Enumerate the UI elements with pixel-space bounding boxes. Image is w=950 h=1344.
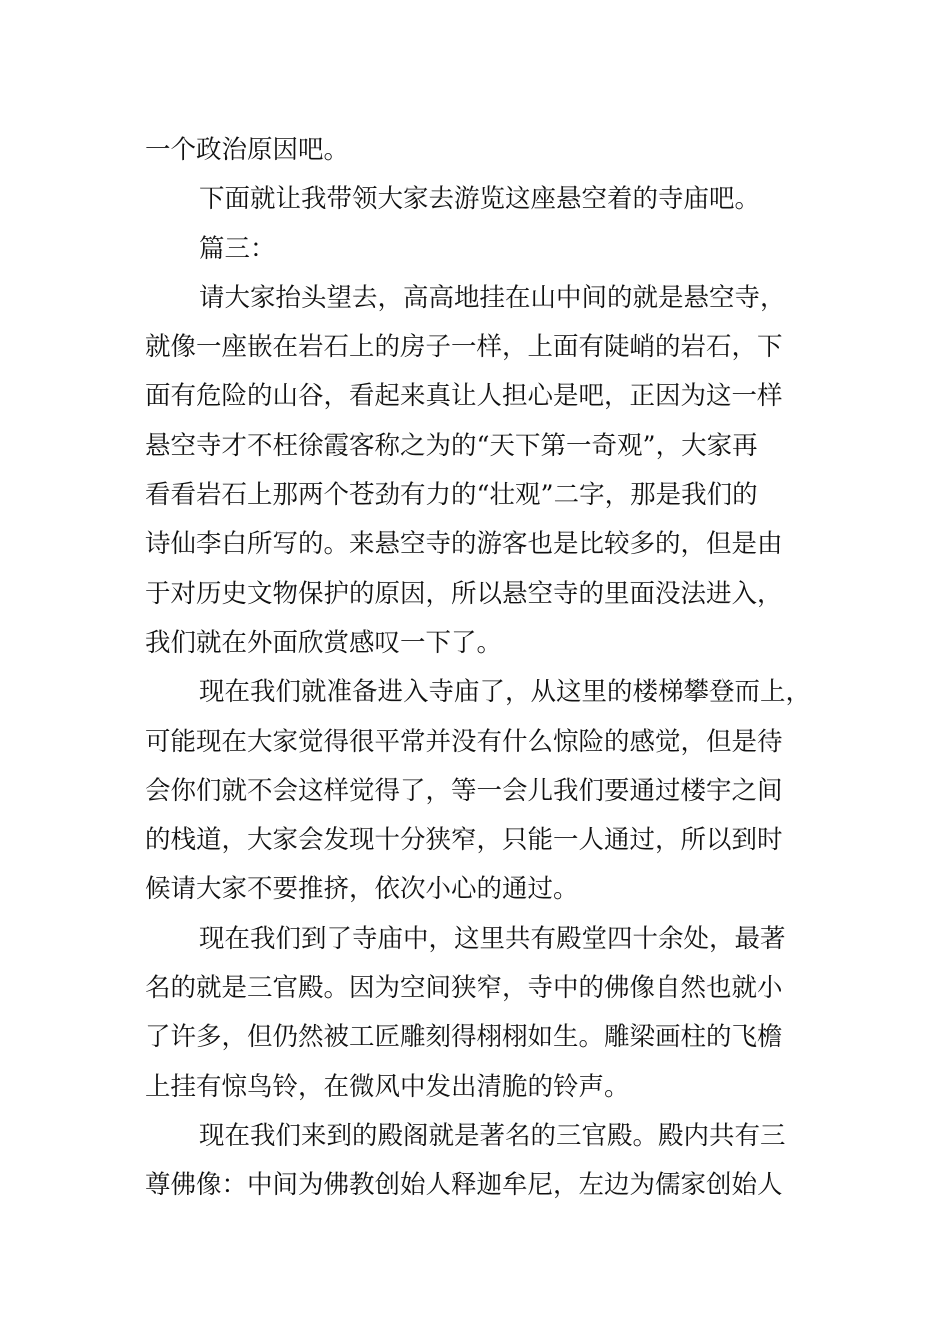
text-line: 面有危险的山谷，看起来真让人担心是吧，正因为这一样 (145, 381, 783, 412)
text-line: 看看岩石上那两个苍劲有力的“壮观”二字，那是我们的 (145, 480, 758, 511)
text-line: 现在我们就准备进入寺庙了，从这里的楼梯攀登而上， (199, 677, 812, 708)
text-line: 诗仙李白所写的。来悬空寺的游客也是比较多的，但是由 (145, 529, 783, 560)
body-text (145, 126, 835, 1211)
text-line: 请大家抬头望去，高高地挂在山中间的就是悬空寺， (199, 282, 786, 313)
text-line: 名的就是三官殿。因为空间狭窄，寺中的佛像自然也就小 (145, 973, 783, 1004)
text-line: 的栈道，大家会发现十分狭窄，只能一人通过，所以到时 (145, 825, 783, 856)
text-line: 尊佛像：中间为佛教创始人释迦牟尼，左边为儒家创始人 (145, 1170, 783, 1201)
text-line: 就像一座嵌在岩石上的房子一样，上面有陡峭的岩石，下 (145, 332, 783, 363)
text-line: 上挂有惊鸟铃，在微风中发出清脆的铃声。 (145, 1071, 630, 1102)
text-line: 现在我们来到的殿阁就是著名的三官殿。殿内共有三 (199, 1120, 786, 1151)
text-line: 我们就在外面欣赏感叹一下了。 (145, 627, 503, 658)
section-heading: 篇三： (199, 233, 276, 264)
text-line: 会你们就不会这样觉得了，等一会儿我们要通过楼宇之间 (145, 775, 783, 806)
text-line: 于对历史文物保护的原因，所以悬空寺的里面没法进入， (145, 578, 783, 609)
text-line: 现在我们到了寺庙中，这里共有殿堂四十余处，最著 (199, 923, 786, 954)
text-line: 可能现在大家觉得很平常并没有什么惊险的感觉，但是待 (145, 726, 783, 757)
text-line: 一个政治原因吧。 (145, 135, 350, 165)
text-line: 悬空寺才不枉徐霞客称之为的“天下第一奇观”，大家再 (145, 430, 758, 461)
text-line: 了许多，但仍然被工匠雕刻得栩栩如生。雕梁画柱的飞檐 (145, 1022, 783, 1053)
text-line: 下面就让我带领大家去游览这座悬空着的寺庙吧。 (199, 184, 761, 215)
text-line: 候请大家不要推挤，依次小心的通过。 (145, 874, 579, 905)
